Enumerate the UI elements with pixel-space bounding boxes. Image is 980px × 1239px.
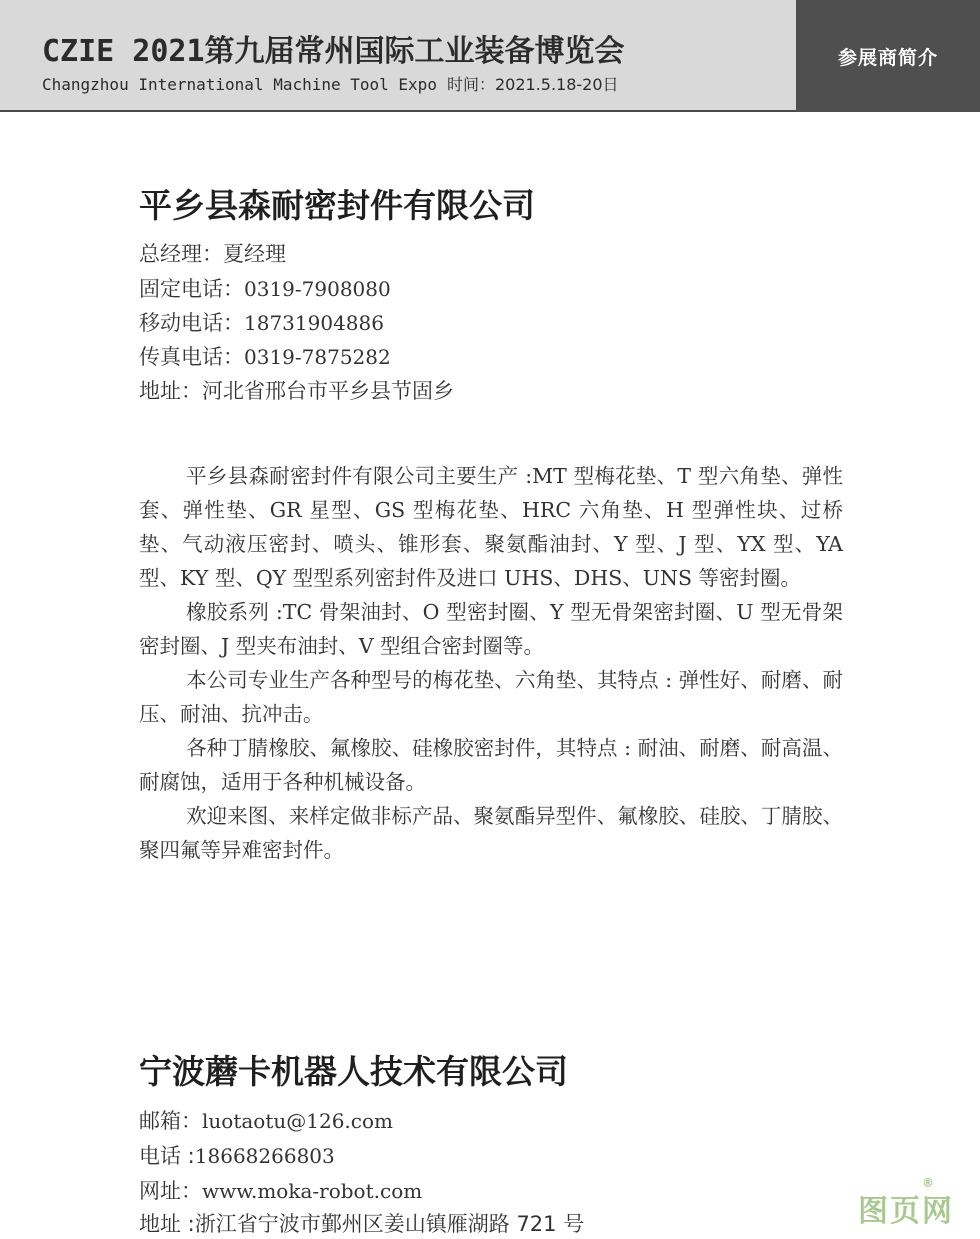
expo-subtitle [42,72,619,95]
fax-value: 0319-7875282 [244,345,391,369]
fax-label: 传真电话： [139,345,244,369]
description-paragraph: 各种丁腈橡胶、氟橡胶、硅橡胶密封件，其特点 : 耐油、耐磨、耐高温、耐腐蚀，适用于各种机械设备。 [139,736,843,794]
manager-label: 总经理： [139,242,223,266]
description-paragraph: 欢迎来图、来样定做非标产品、聚氨酯异型件、氟橡胶、硅胶、丁腈胶、聚四氟等异难密封件。 [139,804,843,862]
company2-website [139,1175,422,1205]
company1-name: 平乡县森耐密封件有限公司 [139,186,535,225]
address-label: 地址： [139,379,202,403]
company2-phone [139,1140,335,1170]
company1-fax [139,341,391,371]
phone-value: 18668266803 [194,1144,335,1168]
manager-value: 夏经理 [223,242,286,266]
address-label: 地址 : [139,1212,195,1236]
company2-address [139,1208,584,1238]
address-value: 浙江省宁波市鄞州区姜山镇雁湖路 721 号 [194,1212,585,1236]
company1-address [139,375,454,405]
company1-manager [139,238,286,268]
mobile-value: 18731904886 [244,311,384,335]
email-value: luotaotu@126.com [202,1109,393,1133]
expo-date: 时间：2021.5.18-20日 [446,75,619,94]
page-header [0,0,980,112]
expo-title: CZIE 2021第九届常州国际工业装备博览会 [42,34,625,69]
section-tag: 参展商简介 [796,0,980,112]
watermark-text: 图页网 [858,1194,954,1229]
address-value: 河北省邢台市平乡县节固乡 [202,379,454,403]
description-paragraph: 平乡县森耐密封件有限公司主要生产 :MT 型梅花垫、T 型六角垫、弹性套、弹性垫、GR 星型、GS 型梅花垫、HRC 六角垫、H 型弹性块、过桥垫、气动液压密封、喷头、锥形套、聚氨酯油封、Y 型、J 型、YX 型、YA 型、KY 型、QY 型型系列密封件及进口 UHS、DHS、UNS 等密封圈。 [139,464,843,590]
registered-mark: ® [922,1176,934,1190]
email-label: 邮箱： [139,1109,202,1133]
description-paragraph: 本公司专业生产各种型号的梅花垫、六角垫、其特点 : 弹性好、耐磨、耐压、耐油、抗冲击。 [139,668,843,726]
company1-mobile [139,307,384,337]
phone-label: 固定电话： [139,277,244,301]
phone-value: 0319-7908080 [244,277,391,301]
phone-label: 电话 : [139,1144,195,1168]
description-paragraph: 橡胶系列 :TC 骨架油封、O 型密封圈、Y 型无骨架密封圈、U 型无骨架密封圈、J 型夹布油封、V 型组合密封圈等。 [139,600,843,658]
expo-english-name: Changzhou International Machine Tool Expo [42,75,437,94]
company1-description [139,459,843,867]
company2-email [139,1105,393,1135]
mobile-label: 移动电话： [139,311,244,335]
watermark-logo [858,1176,954,1230]
company2-name: 宁波蘑卡机器人技术有限公司 [139,1052,568,1091]
company1-phone [139,273,391,303]
web-label: 网址： [139,1179,202,1203]
web-value: www.moka-robot.com [202,1179,423,1203]
